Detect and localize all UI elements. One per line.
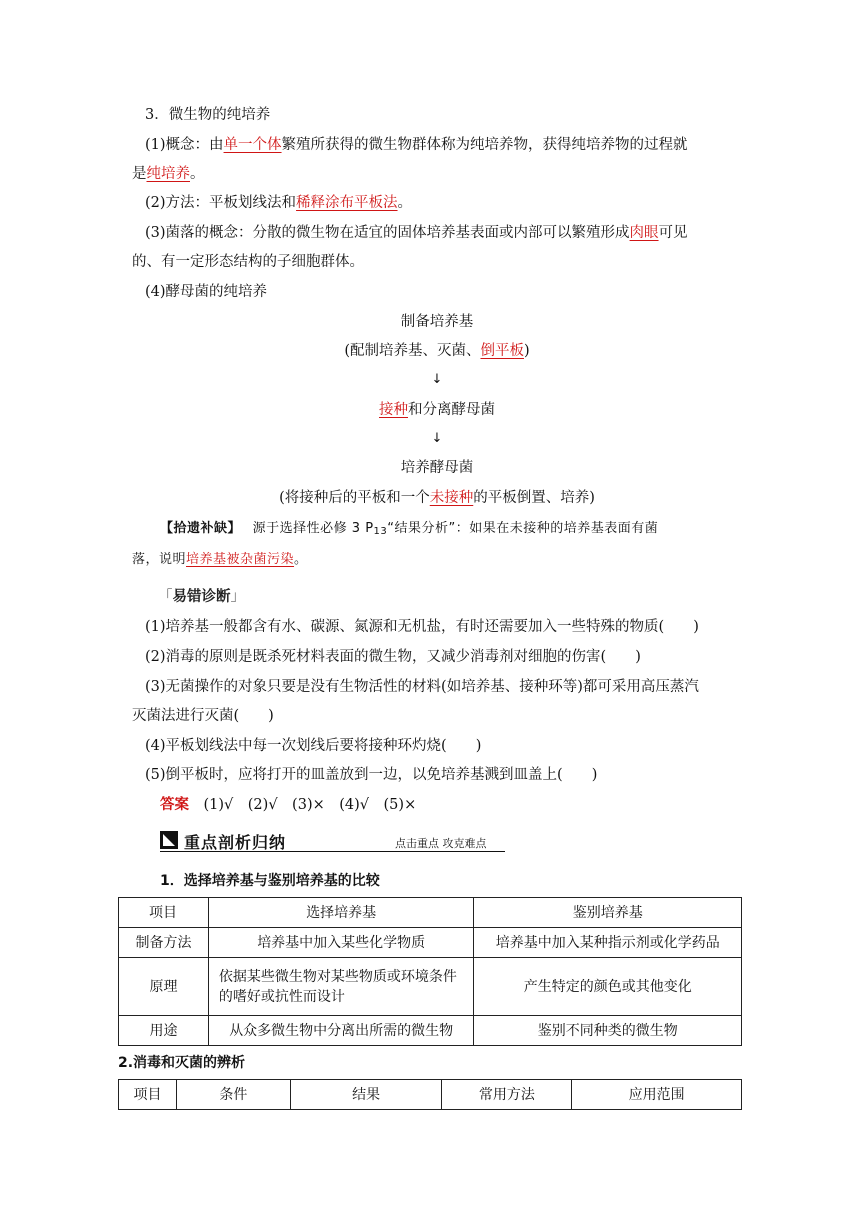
supplement-line-2 — [132, 550, 742, 570]
table-cell: 鉴别不同种类的微生物 — [474, 1016, 742, 1046]
question-1 — [145, 617, 755, 637]
table-header-cell: 项目 — [119, 1080, 177, 1110]
corner-triangle-icon — [160, 831, 178, 849]
answer-highlight: 肉眼 — [629, 225, 659, 241]
answer-text: (1)√ (2)√ (3)× (4)√ (5)× — [203, 797, 417, 813]
text: (3)无菌操作的对象只要是没有生物活性的材料(如培养基、接种环等)都可采用高压蒸汽 — [145, 679, 699, 695]
banner-title: 重点剖析归纳 — [184, 833, 287, 852]
table-header-cell: 常用方法 — [442, 1080, 572, 1110]
bracket-close: 」 — [230, 589, 245, 605]
answer-highlight: 未接种 — [429, 490, 474, 506]
down-arrow-icon — [132, 370, 742, 390]
answer-highlight: 接种 — [379, 402, 408, 418]
text: ) — [523, 343, 530, 359]
yeast-heading — [145, 282, 755, 302]
table-cell: 用途 — [119, 1016, 209, 1046]
table-cell: 培养基中加入某种指示剂或化学药品 — [474, 928, 742, 958]
table-header-row — [119, 1080, 742, 1110]
text: 。 — [294, 552, 308, 567]
answer-highlight: 倒平板 — [480, 343, 524, 359]
answer-highlight: 纯培养 — [146, 166, 190, 182]
text: (配制培养基、灭菌、 — [344, 343, 481, 359]
diagnosis-label: 易错诊断 — [172, 589, 231, 605]
table-row — [119, 958, 742, 1016]
answer-label: 答案 — [160, 797, 189, 813]
text: 的、有一定形态结构的子细胞群体。 — [132, 254, 364, 270]
table-cell: 培养基中加入某些化学物质 — [208, 928, 474, 958]
colony-line-1 — [145, 223, 755, 243]
table-header-cell: 条件 — [176, 1080, 290, 1110]
bracket-open: 「 — [158, 589, 173, 605]
flow-step1-detail — [132, 341, 742, 361]
table-row — [119, 928, 742, 958]
text: 。 — [397, 195, 413, 211]
table-cell: 从众多微生物中分离出所需的微生物 — [208, 1016, 474, 1046]
concept-line-1 — [145, 135, 755, 155]
answer-line — [160, 795, 770, 815]
arrow-glyph: ↓ — [431, 372, 443, 387]
table-header-cell: 鉴别培养基 — [474, 898, 742, 928]
answer-highlight: 单一个体 — [223, 137, 282, 153]
text: 繁殖所获得的微生物群体称为纯培养物，获得纯培养物的过程就 — [281, 137, 688, 153]
text: (5)倒平板时，应将打开的皿盖放到一边，以免培养基溅到皿盖上( ) — [145, 767, 598, 783]
table-cell: 依据某些微生物对某些物质或环境条件的嗜好或抗性而设计 — [208, 958, 474, 1016]
question-2 — [145, 647, 755, 667]
text: 1．选择培养基与鉴别培养基的比较 — [160, 873, 380, 889]
text: 灭菌法进行灭菌( ) — [132, 708, 274, 724]
text: 和分离酵母菌 — [408, 402, 495, 418]
table-header-row — [119, 898, 742, 928]
text: 2.消毒和灭菌的辨析 — [118, 1055, 246, 1071]
question-5 — [145, 765, 755, 785]
arrow-glyph: ↓ — [431, 431, 443, 446]
text: (2)消毒的原则是既杀死材料表面的微生物，又减少消毒剂对细胞的伤害( ) — [145, 649, 641, 665]
banner-rule — [160, 851, 505, 852]
table-cell: 产生特定的颜色或其他变化 — [474, 958, 742, 1016]
text: (1)培养基一般都含有水、碳源、氮源和无机盐，有时还需要加入一些特殊的物质( ) — [145, 619, 699, 635]
question-3b — [132, 706, 742, 726]
table-header-cell: 选择培养基 — [208, 898, 474, 928]
answer-highlight: 培养基被杂菌污染 — [186, 552, 295, 567]
answer-highlight: 稀释涂布平板法 — [296, 195, 398, 211]
text: 。 — [190, 166, 205, 182]
text: 源于选择性必修 3 P — [252, 521, 374, 536]
diagnosis-heading — [158, 585, 245, 606]
text: (4)酵母菌的纯培养 — [145, 284, 268, 300]
table-header-cell: 应用范围 — [572, 1080, 742, 1110]
subscript: 13 — [373, 526, 388, 537]
table-header-cell: 项目 — [119, 898, 209, 928]
table-cell: 原理 — [119, 958, 209, 1016]
flow-step3-title — [132, 458, 742, 478]
method-line — [145, 193, 755, 213]
table1-heading — [160, 871, 770, 891]
comparison-table — [118, 897, 742, 1046]
question-3a — [145, 677, 755, 697]
flow-step1-title — [132, 312, 742, 332]
supplement-line-1 — [160, 519, 770, 542]
down-arrow-icon — [132, 429, 742, 449]
text: (4)平板划线法中每一次划线后要将接种环灼烧( ) — [145, 738, 482, 754]
banner-subtitle: 点击重点 攻克难点 — [395, 837, 487, 850]
table-header-cell: 结果 — [290, 1080, 442, 1110]
text: (1)概念：由 — [145, 137, 224, 153]
concept-line-2 — [132, 164, 742, 184]
section-heading-text: 3．微生物的纯培养 — [145, 107, 271, 123]
text: “结果分析”：如果在未接种的培养基表面有菌 — [387, 521, 659, 536]
text: 培养酵母菌 — [400, 460, 474, 476]
text: (2)方法：平板划线法和 — [145, 195, 297, 211]
text: 可见 — [658, 225, 688, 241]
text: 制备培养基 — [400, 314, 474, 330]
text: (3)菌落的概念：分散的微生物在适宜的固体培养基表面或内部可以繁殖形成 — [145, 225, 630, 241]
text: 落，说明 — [132, 552, 187, 567]
text: 是 — [132, 166, 147, 182]
table2-heading — [118, 1053, 728, 1073]
text: (将接种后的平板和一个 — [279, 490, 430, 506]
section-heading — [145, 105, 755, 125]
text: 的平板倒置、培养) — [473, 490, 595, 506]
supplement-label: 【拾遗补缺】 — [160, 521, 235, 536]
flow-step2 — [132, 400, 742, 420]
table-row — [119, 1016, 742, 1046]
section-banner — [160, 830, 505, 852]
flow-step3-detail — [132, 488, 742, 508]
table-cell: 制备方法 — [119, 928, 209, 958]
colony-line-2 — [132, 252, 742, 272]
question-4 — [145, 736, 755, 756]
disinfection-table — [118, 1079, 742, 1110]
